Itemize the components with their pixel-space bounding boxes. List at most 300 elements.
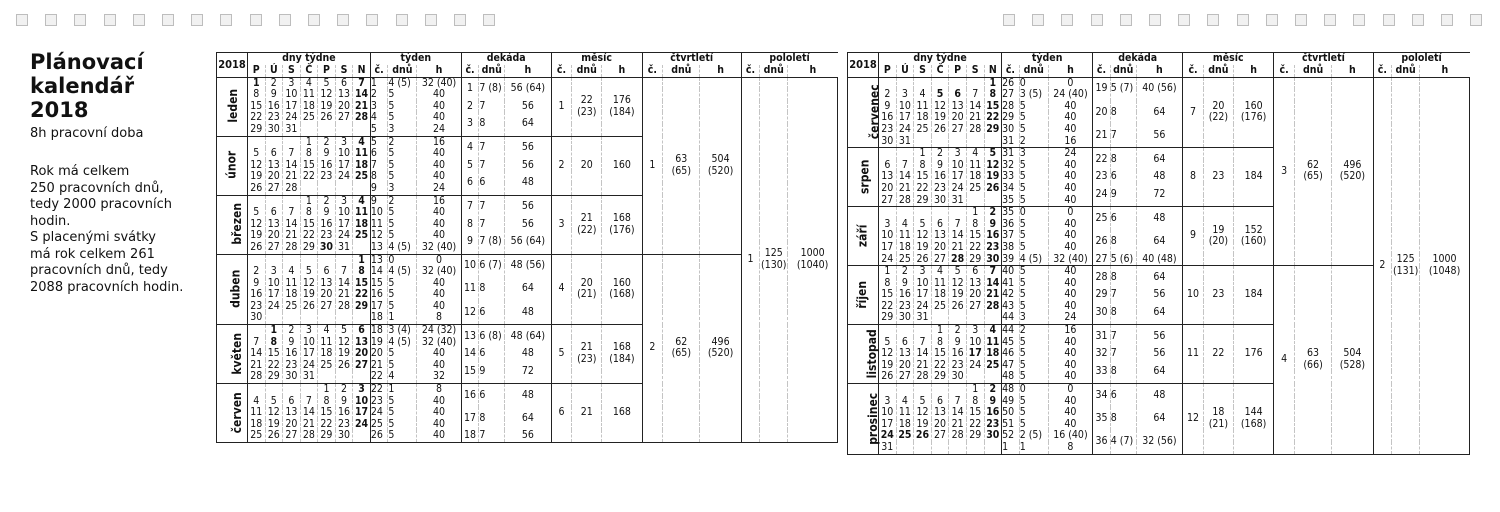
day-cell: 19 xyxy=(984,171,1002,183)
month-name xyxy=(217,325,248,384)
day-cell: 7 xyxy=(966,89,984,101)
column-header: dnů xyxy=(1392,65,1420,77)
week-hours: 40 xyxy=(417,348,461,360)
day-cell: 9 xyxy=(318,207,336,219)
day-cell xyxy=(353,183,371,195)
day-cell: 18 xyxy=(283,289,301,301)
calendar-subtitle: 8h pracovní doba xyxy=(30,126,144,141)
decade-number: 30 xyxy=(1093,301,1111,325)
day-cell: 1 xyxy=(914,148,932,160)
calendar-table-second-half xyxy=(847,52,1470,455)
calendar-table-first-half xyxy=(216,52,838,443)
day-cell xyxy=(966,371,984,383)
day-cell: 9 xyxy=(318,148,336,160)
day-cell: 11 xyxy=(931,278,949,290)
decade-hours: 64 xyxy=(1136,230,1183,253)
day-cell: 30 xyxy=(265,124,283,136)
day-cell: 2 xyxy=(949,325,967,337)
day-cell: 5 xyxy=(247,148,265,160)
day-cell: 12 xyxy=(949,278,967,290)
day-cell xyxy=(984,312,1002,324)
day-cell: 24 xyxy=(335,230,353,242)
week-hours: 40 xyxy=(1048,407,1093,419)
day-cell: 12 xyxy=(879,348,897,360)
month-number: 11 xyxy=(1183,325,1204,384)
week-days: 1 xyxy=(388,384,417,396)
week-number: 24 xyxy=(370,407,388,419)
week-number: 35 xyxy=(1002,195,1020,207)
day-cell: 22 xyxy=(300,171,318,183)
column-header: dnů xyxy=(388,65,417,77)
day-cell: 7 xyxy=(335,266,353,278)
day-cell: 4 xyxy=(283,266,301,278)
week-number: 26 xyxy=(1002,77,1020,89)
column-header: dnů xyxy=(663,65,700,77)
day-cell xyxy=(914,207,932,219)
week-days: 5 xyxy=(1019,396,1048,408)
day-cell: 4 xyxy=(247,396,265,408)
day-cell: 3 xyxy=(335,136,353,148)
day-cell: 6 xyxy=(335,77,353,89)
week-hours: 40 xyxy=(1048,195,1093,207)
day-cell: 5 xyxy=(335,325,353,337)
day-cell: 30 xyxy=(931,195,949,207)
day-cell: 11 xyxy=(353,207,371,219)
day-cell: 28 xyxy=(353,112,371,124)
column-header: dnů xyxy=(760,65,788,77)
decade-number: 28 xyxy=(1093,266,1111,290)
week-days: 4 xyxy=(388,371,417,383)
day-cell: 14 xyxy=(283,160,301,172)
decade-hours: 64 xyxy=(1136,101,1183,124)
quarter-days xyxy=(663,77,700,254)
day-cell: 21 xyxy=(914,360,932,372)
month-number: 8 xyxy=(1183,148,1204,207)
day-cell: 24 xyxy=(914,301,932,313)
aggregate-value-line: (23) xyxy=(577,105,597,118)
decade-hours: 56 xyxy=(1136,348,1183,360)
week-number: 44 xyxy=(1002,325,1020,337)
day-cell: 13 xyxy=(335,89,353,101)
week-number: 36 xyxy=(1002,219,1020,231)
decade-hours: 48 xyxy=(1136,171,1183,183)
binder-hole xyxy=(1178,14,1190,26)
week-hours: 40 xyxy=(1048,171,1093,183)
decade-number: 20 xyxy=(1093,101,1111,124)
day-cell: 22 xyxy=(353,289,371,301)
month-days xyxy=(1203,207,1233,266)
aggregate-value-line: 184 xyxy=(1244,170,1263,183)
decade-number: 29 xyxy=(1093,289,1111,301)
day-cell: 17 xyxy=(353,407,371,419)
week-days: 5 xyxy=(1019,348,1048,360)
aggregate-value-line: 125 xyxy=(1396,253,1415,265)
week-days: 5 xyxy=(1019,160,1048,172)
aggregate-value-line: 168 xyxy=(612,341,631,354)
decade-number: 27 xyxy=(1093,254,1111,266)
day-cell xyxy=(984,136,1002,148)
aggregate-value-line: (184) xyxy=(609,105,635,118)
week-days: 1 xyxy=(388,312,417,324)
month-hours xyxy=(1233,148,1273,207)
day-cell: 27 xyxy=(931,254,949,266)
day-cell: 17 xyxy=(914,289,932,301)
week-days: 5 xyxy=(388,160,417,172)
decade-hours: 56 xyxy=(1136,325,1183,349)
day-cell: 21 xyxy=(949,419,967,431)
day-cell: 1 xyxy=(879,266,897,278)
week-number: 9 xyxy=(370,195,388,207)
day-cell: 7 xyxy=(247,337,265,349)
week-days: 5 xyxy=(1019,242,1048,254)
decade-number: 1 xyxy=(461,77,479,101)
week-hours: 40 xyxy=(1048,360,1093,372)
week-number: 20 xyxy=(370,348,388,360)
week-hours: 40 xyxy=(1048,242,1093,254)
day-cell: 25 xyxy=(931,301,949,313)
column-header: č. xyxy=(642,65,663,77)
day-cell: 9 xyxy=(896,278,914,290)
aggregate-value-line: 23 xyxy=(1212,288,1225,301)
decade-number: 3 xyxy=(461,112,479,136)
binder-hole xyxy=(1237,14,1249,26)
aggregate-value-line: 19 xyxy=(1212,223,1225,236)
day-cell xyxy=(318,183,336,195)
day-cell: 26 xyxy=(914,430,932,442)
day-cell: 15 xyxy=(914,171,932,183)
day-cell xyxy=(300,312,318,324)
day-cell: 3 xyxy=(914,266,932,278)
aggregate-value-line: 160 xyxy=(612,276,631,289)
day-cell: 4 xyxy=(966,148,984,160)
day-cell: 26 xyxy=(265,430,283,442)
decade-hours: 64 xyxy=(1136,407,1183,430)
month-name xyxy=(217,77,248,136)
day-cell: 4 xyxy=(896,219,914,231)
decade-number: 7 xyxy=(461,195,479,219)
month-hours xyxy=(602,136,642,195)
day-cell xyxy=(949,136,967,148)
decade-number: 25 xyxy=(1093,207,1111,231)
day-cell: 16 xyxy=(896,289,914,301)
week-number: 44 xyxy=(1002,312,1020,324)
month-name xyxy=(848,266,879,325)
day-cell xyxy=(931,207,949,219)
weekday-header: N xyxy=(984,65,1002,77)
aggregate-value-line: 152 xyxy=(1244,223,1263,236)
header-group: dekáda xyxy=(1093,53,1183,66)
day-cell xyxy=(949,442,967,454)
decade-hours: 64 xyxy=(1136,301,1183,325)
month-number: 5 xyxy=(551,325,572,384)
week-days: 3 (4) xyxy=(388,325,417,337)
day-cell: 1 xyxy=(966,384,984,396)
decade-number: 6 xyxy=(461,171,479,195)
day-cell: 5 xyxy=(949,266,967,278)
day-cell: 27 xyxy=(966,301,984,313)
week-number: 10 xyxy=(370,207,388,219)
day-cell: 11 xyxy=(247,407,265,419)
decade-days: 6 xyxy=(1110,171,1136,183)
week-hours: 0 xyxy=(1048,207,1093,219)
day-cell: 13 xyxy=(283,407,301,419)
week-days: 3 (5) xyxy=(1019,89,1048,101)
day-cell xyxy=(966,136,984,148)
day-cell: 8 xyxy=(879,278,897,290)
month-number: 4 xyxy=(551,254,572,325)
day-cell: 2 xyxy=(931,148,949,160)
week-days: 2 xyxy=(1019,325,1048,337)
aggregate-value-line: 504 xyxy=(1343,347,1362,360)
week-hours: 32 xyxy=(417,371,461,383)
month-hours xyxy=(602,384,642,443)
day-cell: 26 xyxy=(914,254,932,266)
day-cell: 15 xyxy=(300,160,318,172)
day-cell: 6 xyxy=(283,396,301,408)
day-cell: 12 xyxy=(335,337,353,349)
month-name-label: leden xyxy=(226,89,241,123)
day-cell: 3 xyxy=(283,77,301,89)
aggregate-value-line: (184) xyxy=(609,353,635,366)
day-cell xyxy=(318,312,336,324)
decade-days: 8 xyxy=(479,278,505,301)
month-hours xyxy=(1233,325,1273,384)
month-name xyxy=(848,207,879,266)
week-hours: 40 xyxy=(1048,396,1093,408)
day-cell: 7 xyxy=(914,337,932,349)
day-cell: 17 xyxy=(265,289,283,301)
aggregate-value-line: (65) xyxy=(671,164,691,177)
day-cell: 19 xyxy=(949,289,967,301)
month-number: 10 xyxy=(1183,266,1204,325)
day-cell: 30 xyxy=(879,136,897,148)
day-cell: 5 xyxy=(879,337,897,349)
decade-hours: 48 xyxy=(505,301,552,325)
day-cell xyxy=(265,312,283,324)
decade-number: 4 xyxy=(461,136,479,160)
decade-days: 8 xyxy=(1110,407,1136,430)
week-hours: 40 xyxy=(1048,266,1093,278)
half-year-hours xyxy=(1420,77,1470,454)
week-days: 0 xyxy=(1019,384,1048,396)
weekday-header: Ú xyxy=(265,65,283,77)
day-cell xyxy=(984,371,1002,383)
week-days: 3 xyxy=(1019,312,1048,324)
day-cell: 7 xyxy=(896,160,914,172)
day-cell xyxy=(914,442,932,454)
day-cell: 15 xyxy=(265,348,283,360)
month-name xyxy=(848,148,879,207)
day-cell: 27 xyxy=(353,360,371,372)
aggregate-value-line: 62 xyxy=(675,335,688,348)
day-cell: 27 xyxy=(949,124,967,136)
day-cell: 6 xyxy=(318,266,336,278)
day-cell: 26 xyxy=(318,112,336,124)
month-name xyxy=(217,136,248,195)
day-cell: 6 xyxy=(949,89,967,101)
day-cell: 19 xyxy=(318,101,336,113)
quarter-hours xyxy=(1332,77,1373,266)
header-group: pololetí xyxy=(1373,53,1469,66)
decade-hours: 56 xyxy=(1136,124,1183,148)
week-hours: 0 xyxy=(1048,77,1093,89)
decade-days: 7 xyxy=(479,430,505,442)
decade-days: 4 (7) xyxy=(1110,430,1136,454)
day-cell: 28 xyxy=(949,430,967,442)
day-cell: 25 xyxy=(300,112,318,124)
half-year-number: 2 xyxy=(1373,77,1392,454)
day-cell: 8 xyxy=(318,396,336,408)
week-number: 29 xyxy=(1002,112,1020,124)
week-number: 16 xyxy=(370,289,388,301)
decade-days: 7 (8) xyxy=(479,230,505,254)
day-cell: 11 xyxy=(896,230,914,242)
decade-days: 6 xyxy=(1110,207,1136,231)
week-number: 48 xyxy=(1002,384,1020,396)
day-cell: 30 xyxy=(949,371,967,383)
weekday-header: S xyxy=(283,65,301,77)
week-number: 51 xyxy=(1002,419,1020,431)
day-cell: 23 xyxy=(984,419,1002,431)
day-cell: 26 xyxy=(931,124,949,136)
binder-hole xyxy=(337,14,349,26)
day-cell xyxy=(300,124,318,136)
aggregate-value-line: (176) xyxy=(1240,111,1267,124)
day-cell: 16 xyxy=(879,112,897,124)
day-cell: 28 xyxy=(300,430,318,442)
decade-number: 5 xyxy=(461,160,479,172)
column-header: č. xyxy=(1274,65,1295,77)
week-days: 3 xyxy=(388,183,417,195)
week-days: 5 xyxy=(1019,101,1048,113)
day-cell: 7 xyxy=(984,266,1002,278)
day-cell: 22 xyxy=(966,242,984,254)
column-header: č. xyxy=(1373,65,1392,77)
decade-hours: 48 xyxy=(505,171,552,195)
week-days: 5 xyxy=(388,89,417,101)
binder-hole xyxy=(191,14,203,26)
week-days: 4 (5) xyxy=(388,242,417,254)
binder-hole xyxy=(74,14,86,26)
binder-hole xyxy=(425,14,437,26)
aggregate-value-line: (520) xyxy=(1339,170,1366,183)
day-cell xyxy=(966,312,984,324)
day-cell: 24 xyxy=(879,430,897,442)
day-cell: 6 xyxy=(966,266,984,278)
day-cell: 6 xyxy=(931,219,949,231)
day-cell: 25 xyxy=(984,360,1002,372)
week-number: 35 xyxy=(1002,207,1020,219)
weekday-header: S xyxy=(914,65,932,77)
header-group: dny týdne xyxy=(247,53,370,66)
quarter-days xyxy=(1294,77,1331,266)
day-cell xyxy=(896,325,914,337)
month-number: 3 xyxy=(551,195,572,254)
month-name-label: únor xyxy=(224,150,239,180)
aggregate-value-line: 176 xyxy=(612,93,631,106)
day-cell: 11 xyxy=(896,407,914,419)
decade-hours: 56 xyxy=(505,430,552,442)
week-days: 2 (5) xyxy=(1019,430,1048,442)
week-days: 0 xyxy=(388,254,417,266)
week-number: 30 xyxy=(1002,124,1020,136)
day-cell: 1 xyxy=(300,136,318,148)
month-name-label: květen xyxy=(230,332,245,375)
day-cell: 31 xyxy=(335,242,353,254)
day-cell: 4 xyxy=(318,325,336,337)
week-number: 3 xyxy=(370,101,388,113)
day-cell: 14 xyxy=(949,230,967,242)
week-days: 5 xyxy=(1019,419,1048,431)
decade-days: 7 (8) xyxy=(479,77,505,101)
day-cell: 19 xyxy=(247,171,265,183)
week-days: 5 xyxy=(1019,112,1048,124)
day-cell: 31 xyxy=(283,124,301,136)
decade-hours: 48 xyxy=(505,384,552,408)
day-cell: 15 xyxy=(966,230,984,242)
day-cell: 28 xyxy=(966,124,984,136)
day-cell xyxy=(335,312,353,324)
week-hours: 8 xyxy=(417,384,461,396)
aggregate-value-line: 160 xyxy=(612,158,631,171)
day-cell: 1 xyxy=(265,325,283,337)
decade-hours: 56 xyxy=(505,160,552,172)
day-cell: 22 xyxy=(318,419,336,431)
day-cell: 11 xyxy=(984,337,1002,349)
decade-number: 23 xyxy=(1093,171,1111,183)
day-cell: 4 xyxy=(931,266,949,278)
day-cell: 12 xyxy=(247,160,265,172)
week-days: 5 xyxy=(1019,266,1048,278)
week-hours: 40 xyxy=(1048,337,1093,349)
column-header: č. xyxy=(741,65,760,77)
day-cell: 17 xyxy=(966,348,984,360)
day-cell: 30 xyxy=(283,371,301,383)
week-days: 5 xyxy=(388,289,417,301)
week-number: 21 xyxy=(370,360,388,372)
aggregate-value-line: (168) xyxy=(1240,417,1267,430)
binder-hole xyxy=(1470,14,1482,26)
day-cell: 7 xyxy=(283,148,301,160)
week-number: 50 xyxy=(1002,407,1020,419)
month-days xyxy=(572,136,602,195)
binder-hole xyxy=(1120,14,1132,26)
day-cell: 6 xyxy=(896,337,914,349)
day-cell: 7 xyxy=(353,77,371,89)
day-cell: 12 xyxy=(318,89,336,101)
week-hours: 24 xyxy=(417,183,461,195)
week-number: 47 xyxy=(1002,360,1020,372)
day-cell: 24 xyxy=(879,254,897,266)
month-name xyxy=(848,77,882,148)
day-cell xyxy=(896,384,914,396)
day-cell: 13 xyxy=(318,278,336,290)
decade-days: 8 xyxy=(1110,360,1136,384)
day-cell xyxy=(914,325,932,337)
decade-number: 36 xyxy=(1093,430,1111,454)
day-cell: 16 xyxy=(335,407,353,419)
week-number: 40 xyxy=(1002,266,1020,278)
day-cell xyxy=(300,384,318,396)
day-cell: 29 xyxy=(931,371,949,383)
day-cell: 1 xyxy=(984,77,1002,89)
decade-days: 8 xyxy=(1110,101,1136,124)
day-cell xyxy=(966,195,984,207)
binder-hole xyxy=(1061,14,1073,26)
day-cell: 20 xyxy=(879,183,897,195)
day-cell: 3 xyxy=(896,89,914,101)
decade-hours: 48 (64) xyxy=(505,325,552,349)
